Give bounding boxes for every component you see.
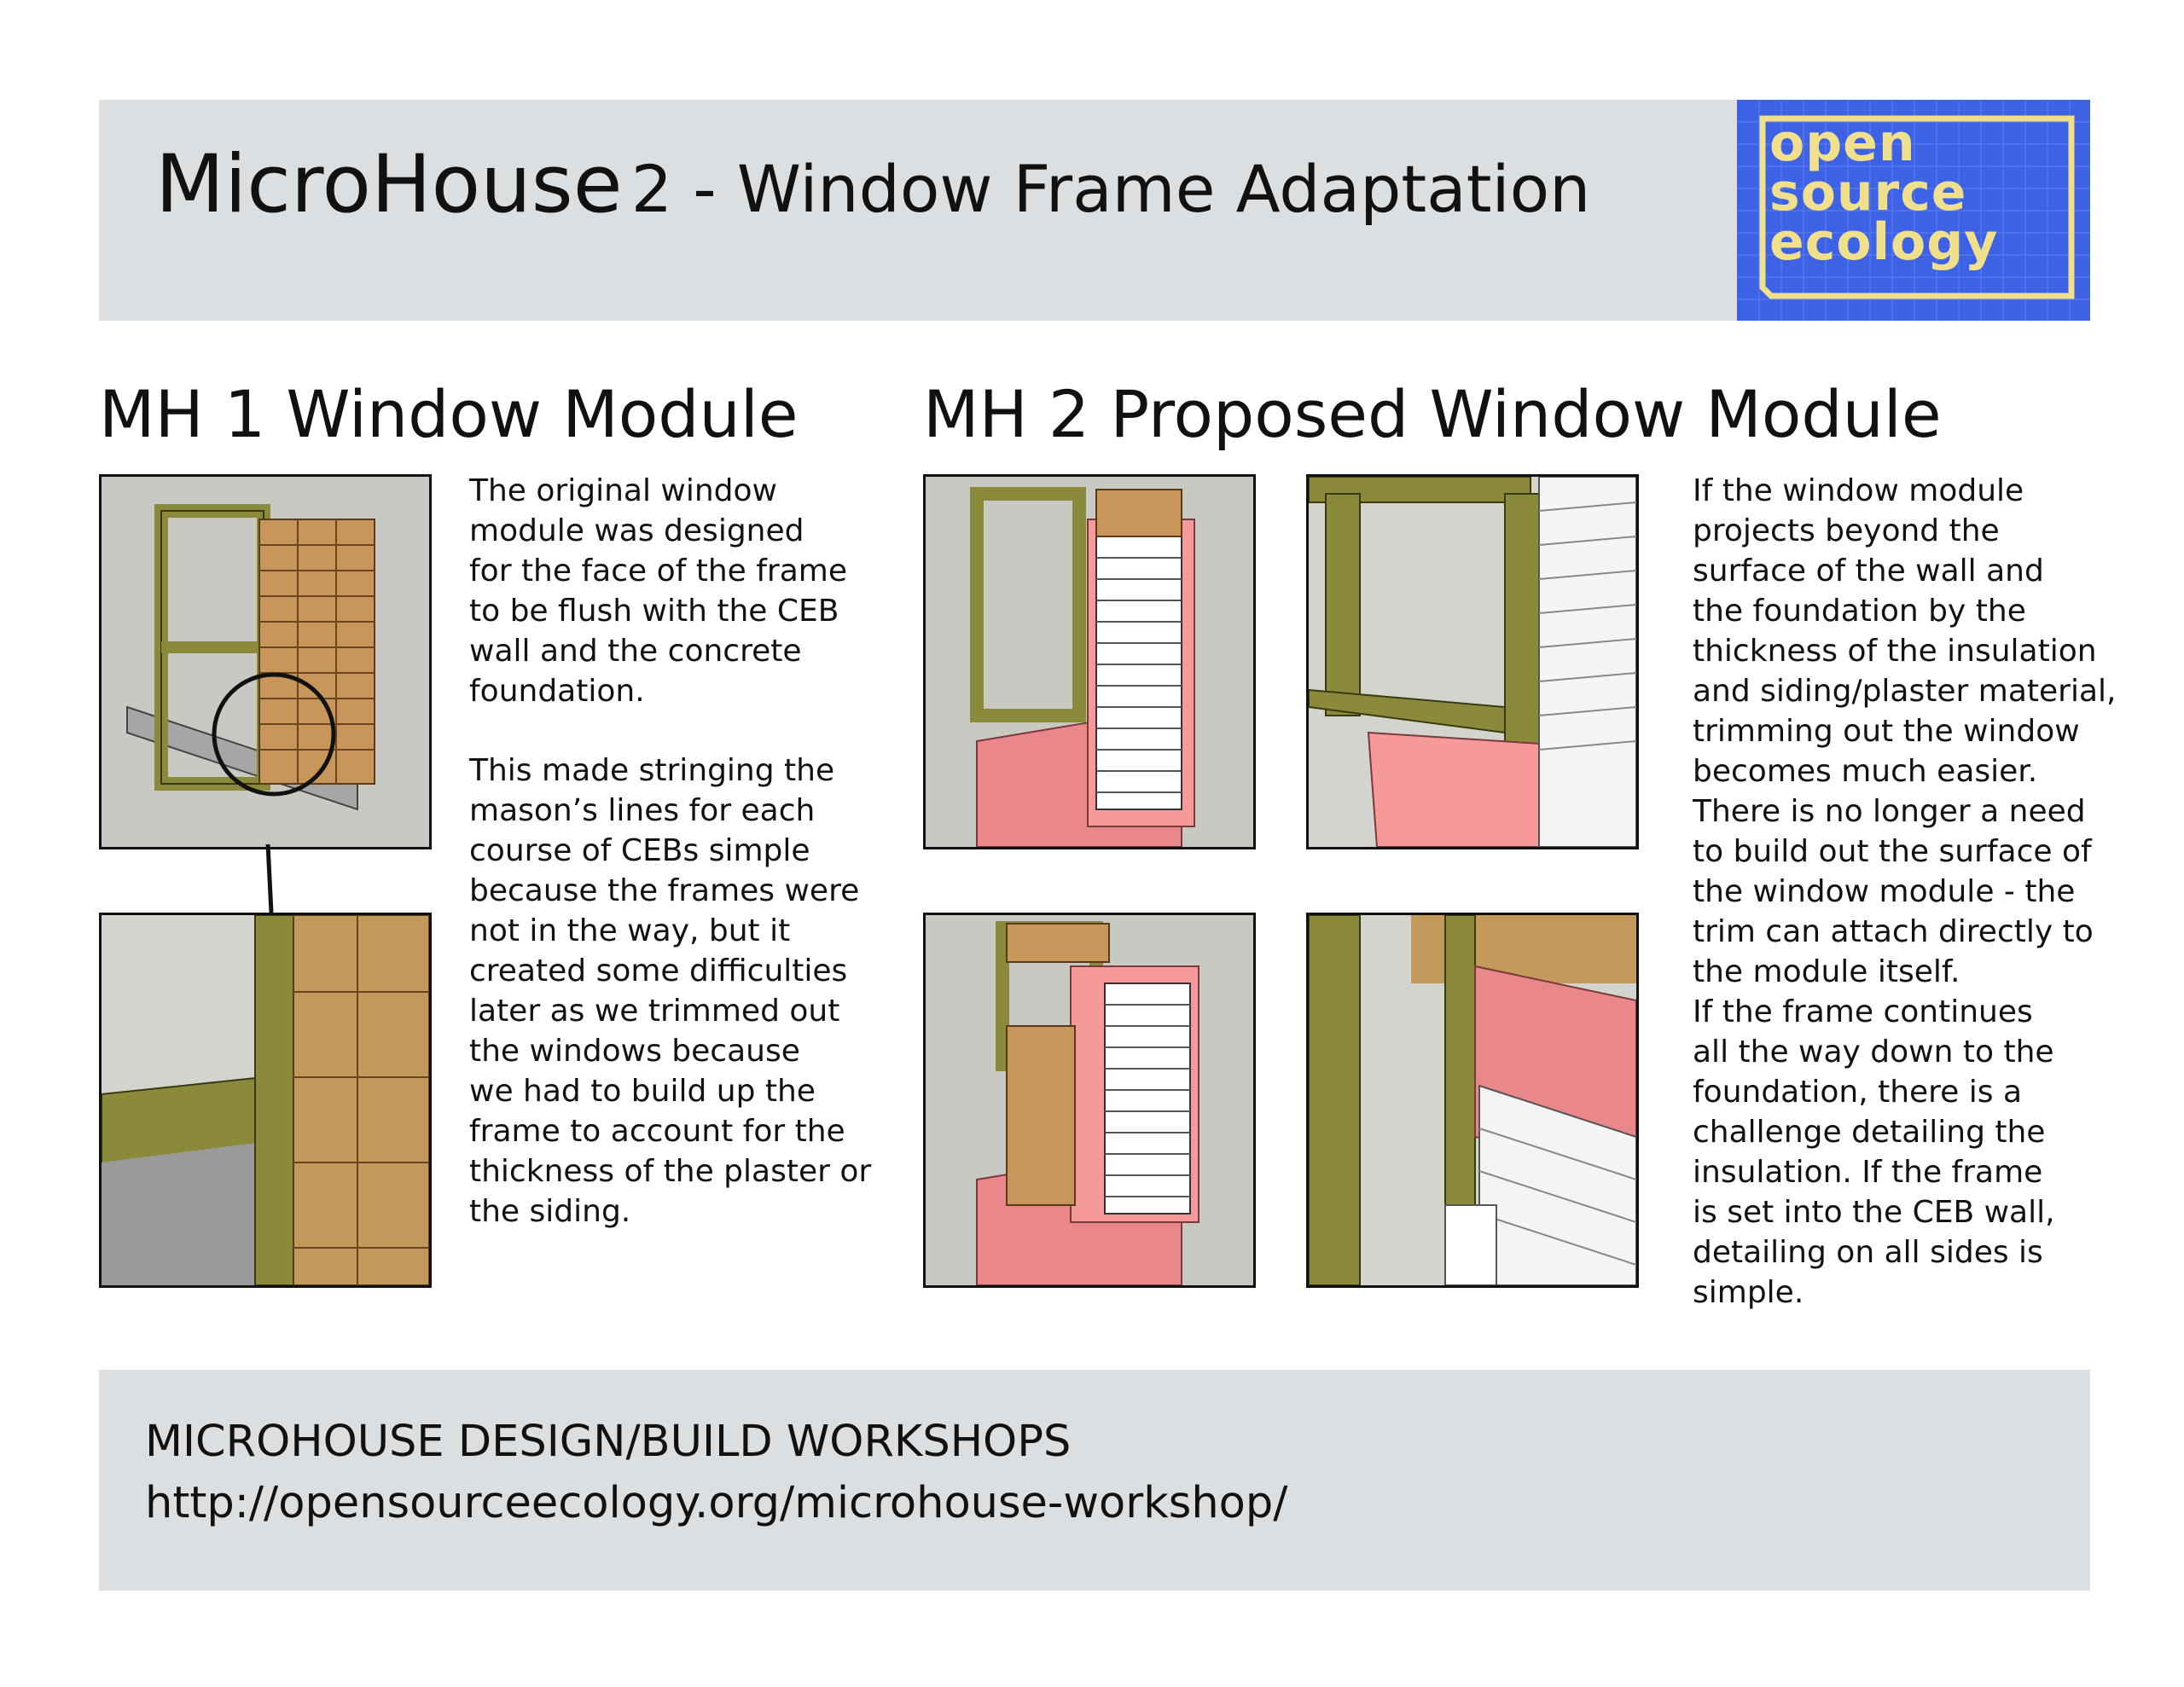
logo-line-ecology: ecology [1769,212,1999,272]
mh2-window-set-in-ceb-illustration [923,913,1256,1288]
mh1-detail-illustration [99,913,432,1288]
logo-line-open: open [1769,113,1916,173]
footer-workshops-title: MICROHOUSE DESIGN/BUILD WORKSHOPS [145,1417,1072,1467]
mh2-paragraph: If the window module projects beyond the surface of the wall and the foundation by the thickness of the insulation and siding/plaster material, trimming out the window becomes much easier. There is no longer a need to build out the surface of the window module - the trim can attach directly to the module itself. If the frame continues all the way down to the foundation, there is a challenge detailing the insulation. If the frame is set into the CEB wall, detailing on all sides is simple. [1693,473,2117,1310]
mh1-heading: MH 1 Window Module [99,376,799,452]
mh1-paragraph-1: The original window module was designed for the face of the frame to be flush with the CEB wall and the concrete foundation. [469,473,848,709]
mh2-window-siding-illustration [923,474,1256,849]
open-source-ecology-logo [1737,100,2090,321]
logo-line-source: source [1769,163,1967,223]
zoom-connector-line [261,844,278,913]
mh2-window-siding-detail [1306,474,1639,849]
page-title-main: MicroHouse [155,138,623,231]
logo-text [1769,113,1999,272]
page-title [155,138,1591,231]
mh2-heading: MH 2 Proposed Window Module [923,376,1942,452]
mh2-ceb-insulation-detail [1306,913,1639,1288]
mh1-paragraph-2: This made stringing the mason’s lines for each course of CEBs simple because the frames were not in the way, but it created some difficulties later as we trimmed out the windows because we had to build up the frame to account for the thickness of the plaster or the siding. [469,753,872,1229]
page-title-rest: 2 - Window Frame Adaptation [630,151,1591,227]
footer-url-link[interactable]: http://opensourceecology.org/microhouse-workshop/ [145,1478,1288,1528]
mh1-window-illustration [99,474,432,849]
